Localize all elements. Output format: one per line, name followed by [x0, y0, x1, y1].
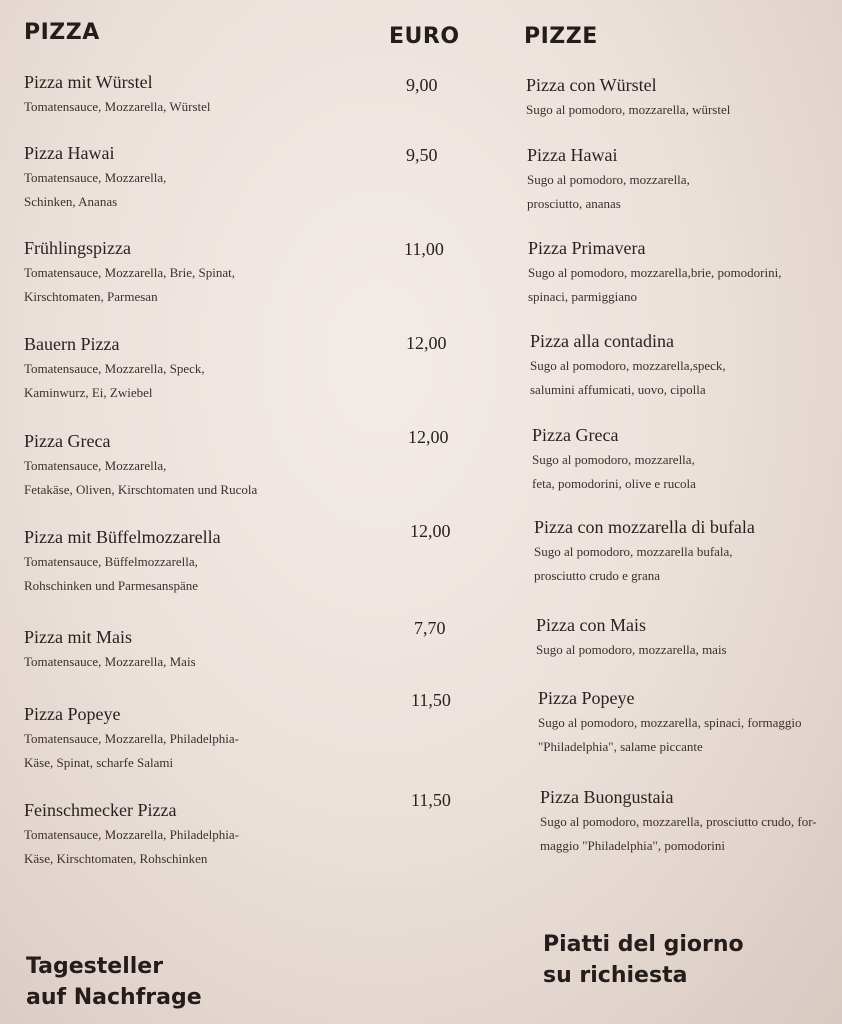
- item-desc-it: [532, 448, 696, 496]
- desc-line: salumini affumicati, uovo, cipolla: [530, 382, 706, 397]
- desc-line: Sugo al pomodoro, mozzarella,brie, pomodorini,: [528, 265, 782, 280]
- item-name-it: Pizza Hawai: [527, 145, 618, 165]
- item-name-de: Frühlingspizza: [24, 238, 131, 258]
- item-price: 12,00: [406, 333, 447, 353]
- menu-item-de: [24, 703, 239, 775]
- item-desc-de: [24, 823, 239, 871]
- item-desc-de: [24, 166, 166, 214]
- menu-item-de: [24, 333, 205, 405]
- menu-item-de: [24, 142, 166, 214]
- euro-header: EURO: [389, 24, 460, 49]
- desc-line: feta, pomodorini, olive e rucola: [532, 476, 696, 491]
- menu-item-it: [540, 786, 817, 858]
- item-name-it: Pizza con mozzarella di bufala: [534, 517, 755, 537]
- desc-line: "Philadelphia", salame piccante: [538, 739, 703, 754]
- footer-line: Tagesteller: [26, 954, 164, 979]
- desc-line: maggio "Philadelphia", pomodorini: [540, 838, 726, 853]
- menu-item-it: [536, 614, 727, 662]
- item-name-de: Feinschmecker Pizza: [24, 800, 177, 820]
- desc-line: Sugo al pomodoro, mozzarella, spinaci, formaggio: [538, 715, 802, 730]
- desc-line: Tomatensauce, Mozzarella,: [24, 458, 167, 473]
- desc-line: Tomatensauce, Büffelmozzarella,: [24, 554, 198, 569]
- menu-item-it: [528, 237, 781, 309]
- item-price: 11,50: [411, 690, 451, 710]
- desc-line: Sugo al pomodoro, mozzarella, prosciutto crudo, for-: [540, 814, 817, 829]
- desc-line: Tomatensauce, Mozzarella, Mais: [24, 654, 196, 669]
- item-price: 11,50: [411, 790, 451, 810]
- desc-line: Sugo al pomodoro, mozzarella, würstel: [526, 102, 731, 117]
- desc-line: Sugo al pomodoro, mozzarella bufala,: [534, 544, 733, 559]
- desc-line: Tomatensauce, Mozzarella, Würstel: [24, 99, 211, 114]
- desc-line: Käse, Kirschtomaten, Rohschinken: [24, 851, 208, 866]
- desc-line: Tomatensauce, Mozzarella, Brie, Spinat,: [24, 265, 235, 280]
- desc-line: Tomatensauce, Mozzarella, Philadelphia-: [24, 827, 239, 842]
- item-desc-de: [24, 261, 235, 309]
- item-desc-de: [24, 357, 205, 405]
- menu-item-it: [530, 330, 726, 402]
- desc-line: Käse, Spinat, scharfe Salami: [24, 755, 174, 770]
- desc-line: Sugo al pomodoro, mozzarella,: [527, 172, 690, 187]
- item-desc-it: [530, 354, 726, 402]
- item-desc-de: [24, 454, 257, 502]
- menu-item-it: [526, 74, 730, 122]
- desc-line: Sugo al pomodoro, mozzarella,speck,: [530, 358, 726, 373]
- item-name-it: Pizza con Mais: [536, 615, 646, 635]
- item-desc-it: [536, 638, 727, 662]
- footer-line: su richiesta: [543, 963, 688, 988]
- pizza-header: PIZZA: [24, 20, 100, 45]
- pizze-header: PIZZE: [524, 24, 598, 49]
- item-name-de: Pizza Popeye: [24, 704, 121, 724]
- item-desc-de: [24, 650, 196, 674]
- desc-line: prosciutto crudo e grana: [534, 568, 660, 583]
- item-name-de: Pizza Hawai: [24, 143, 115, 163]
- item-price: 12,00: [408, 427, 449, 447]
- item-name-de: Pizza mit Büffelmozzarella: [24, 527, 221, 547]
- desc-line: spinaci, parmiggiano: [528, 289, 638, 304]
- item-desc-it: [528, 261, 781, 309]
- item-name-de: Pizza Greca: [24, 431, 111, 451]
- item-desc-it: [538, 711, 802, 759]
- menu-item-de: [24, 71, 211, 119]
- item-desc-it: [527, 168, 690, 216]
- menu-item-it: [532, 424, 696, 496]
- item-name-de: Bauern Pizza: [24, 334, 120, 354]
- desc-line: Sugo al pomodoro, mozzarella, mais: [536, 642, 727, 657]
- item-name-it: Pizza con Würstel: [526, 75, 657, 95]
- item-desc-de: [24, 727, 239, 775]
- menu-item-de: [24, 799, 239, 871]
- item-name-it: Pizza Popeye: [538, 688, 635, 708]
- item-price: 7,70: [414, 618, 446, 638]
- menu-item-de: [24, 526, 221, 598]
- item-name-de: Pizza mit Mais: [24, 627, 132, 647]
- item-name-it: Pizza alla contadina: [530, 331, 674, 351]
- item-name-de: Pizza mit Würstel: [24, 72, 153, 92]
- desc-line: Tomatensauce, Mozzarella,: [24, 170, 167, 185]
- item-price: 9,50: [406, 145, 438, 165]
- item-name-it: Pizza Primavera: [528, 238, 646, 258]
- desc-line: Kaminwurz, Ei, Zwiebel: [24, 385, 153, 400]
- menu-item-de: [24, 626, 196, 674]
- menu-item-it: [538, 687, 802, 759]
- footer-line: Piatti del giorno: [543, 932, 744, 957]
- menu-item-de: [24, 430, 257, 502]
- desc-line: Kirschtomaten, Parmesan: [24, 289, 158, 304]
- desc-line: prosciutto, ananas: [527, 196, 621, 211]
- desc-line: Sugo al pomodoro, mozzarella,: [532, 452, 695, 467]
- item-price: 9,00: [406, 75, 438, 95]
- item-desc-de: [24, 95, 211, 119]
- item-desc-it: [534, 540, 755, 588]
- menu-item-de: [24, 237, 235, 309]
- item-desc-it: [540, 810, 817, 858]
- menu-item-it: [527, 144, 690, 216]
- daily-dish-de: [26, 951, 202, 1013]
- item-name-it: Pizza Buongustaia: [540, 787, 674, 807]
- item-price: 11,00: [404, 239, 444, 259]
- footer-line: auf Nachfrage: [26, 985, 202, 1010]
- item-desc-de: [24, 550, 221, 598]
- item-price: 12,00: [410, 521, 451, 541]
- desc-line: Schinken, Ananas: [24, 194, 118, 209]
- item-desc-it: [526, 98, 730, 122]
- menu-item-it: [534, 516, 755, 588]
- desc-line: Rohschinken und Parmesanspäne: [24, 578, 199, 593]
- desc-line: Fetakäse, Oliven, Kirschtomaten und Rucola: [24, 482, 258, 497]
- item-name-it: Pizza Greca: [532, 425, 619, 445]
- desc-line: Tomatensauce, Mozzarella, Speck,: [24, 361, 205, 376]
- desc-line: Tomatensauce, Mozzarella, Philadelphia-: [24, 731, 239, 746]
- daily-dish-it: [543, 929, 744, 991]
